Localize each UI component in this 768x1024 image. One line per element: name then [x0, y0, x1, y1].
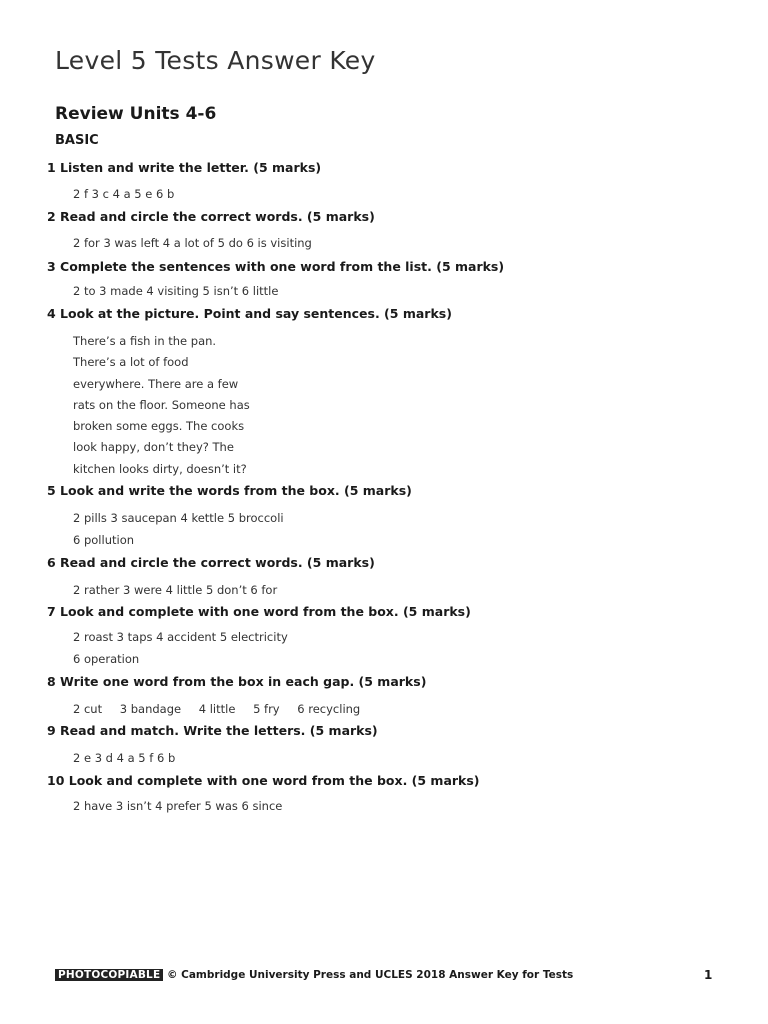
answer-4-line: look happy, don’t they? The — [73, 440, 234, 455]
answer-4-line: There’s a fish in the pan. — [73, 334, 217, 348]
question-heading-1: 1 Listen and write the letter. (5 marks) — [47, 160, 322, 175]
question-heading-7: 7 Look and complete with one word from the box. (5 marks) — [47, 604, 471, 619]
answer-4-line: everywhere. There are a few — [73, 376, 239, 391]
answer-5-line-2: 6 pollution — [73, 533, 135, 547]
answer-4-line: kitchen looks dirty, doesn’t it? — [73, 461, 247, 476]
answer-5-line-1: 2 pills 3 saucepan 4 kettle 5 broccoli — [73, 511, 284, 525]
answer-3: 2 to 3 made 4 visiting 5 isn’t 6 little — [73, 284, 279, 298]
photocopiable-badge: PHOTOCOPIABLE — [55, 969, 163, 981]
question-heading-4: 4 Look at the picture. Point and say sentences. (5 marks) — [47, 306, 452, 321]
page-title: Level 5 Tests Answer Key — [55, 46, 376, 75]
answer-7-line-1: 2 roast 3 taps 4 accident 5 electricity — [73, 630, 288, 644]
question-heading-10: 10 Look and complete with one word from the box. (5 marks) — [47, 773, 480, 788]
answer-1: 2 f 3 c 4 a 5 e 6 b — [73, 187, 175, 201]
answer-8-item: 6 recycling — [297, 702, 361, 716]
answer-4-line: broken some eggs. The cooks — [73, 419, 245, 434]
answer-8 — [73, 702, 360, 716]
question-heading-9: 9 Read and match. Write the letters. (5 marks) — [47, 723, 378, 738]
answer-7-line-2: 6 operation — [73, 652, 140, 666]
footer — [55, 969, 573, 981]
answer-8-item: 4 little — [198, 702, 236, 716]
question-heading-2: 2 Read and circle the correct words. (5 marks) — [47, 209, 375, 224]
copyright-text: © Cambridge University Press and UCLES 2018 Answer Key for Tests — [163, 969, 574, 981]
question-heading-8: 8 Write one word from the box in each gap. (5 marks) — [47, 674, 427, 689]
page-number: 1 — [704, 968, 713, 982]
answer-2: 2 for 3 was left 4 a lot of 5 do 6 is visiting — [73, 236, 312, 250]
question-heading-6: 6 Read and circle the correct words. (5 marks) — [47, 555, 375, 570]
question-heading-5: 5 Look and write the words from the box. (5 marks) — [47, 483, 412, 498]
answer-4-paragraph — [73, 331, 250, 480]
answer-4-line: There’s a lot of food — [73, 355, 189, 370]
answer-8-item: 3 bandage — [119, 702, 182, 716]
answer-6: 2 rather 3 were 4 little 5 don’t 6 for — [73, 583, 278, 597]
answer-10: 2 have 3 isn’t 4 prefer 5 was 6 since — [73, 799, 283, 813]
question-heading-3: 3 Complete the sentences with one word from the list. (5 marks) — [47, 259, 505, 274]
answer-8-item: 2 cut — [73, 702, 103, 716]
answer-4-line: rats on the floor. Someone has — [73, 397, 250, 412]
section-label: BASIC — [55, 133, 99, 148]
section-subtitle: Review Units 4-6 — [55, 104, 217, 124]
answer-9: 2 e 3 d 4 a 5 f 6 b — [73, 751, 176, 765]
answer-8-item: 5 fry — [253, 702, 280, 716]
